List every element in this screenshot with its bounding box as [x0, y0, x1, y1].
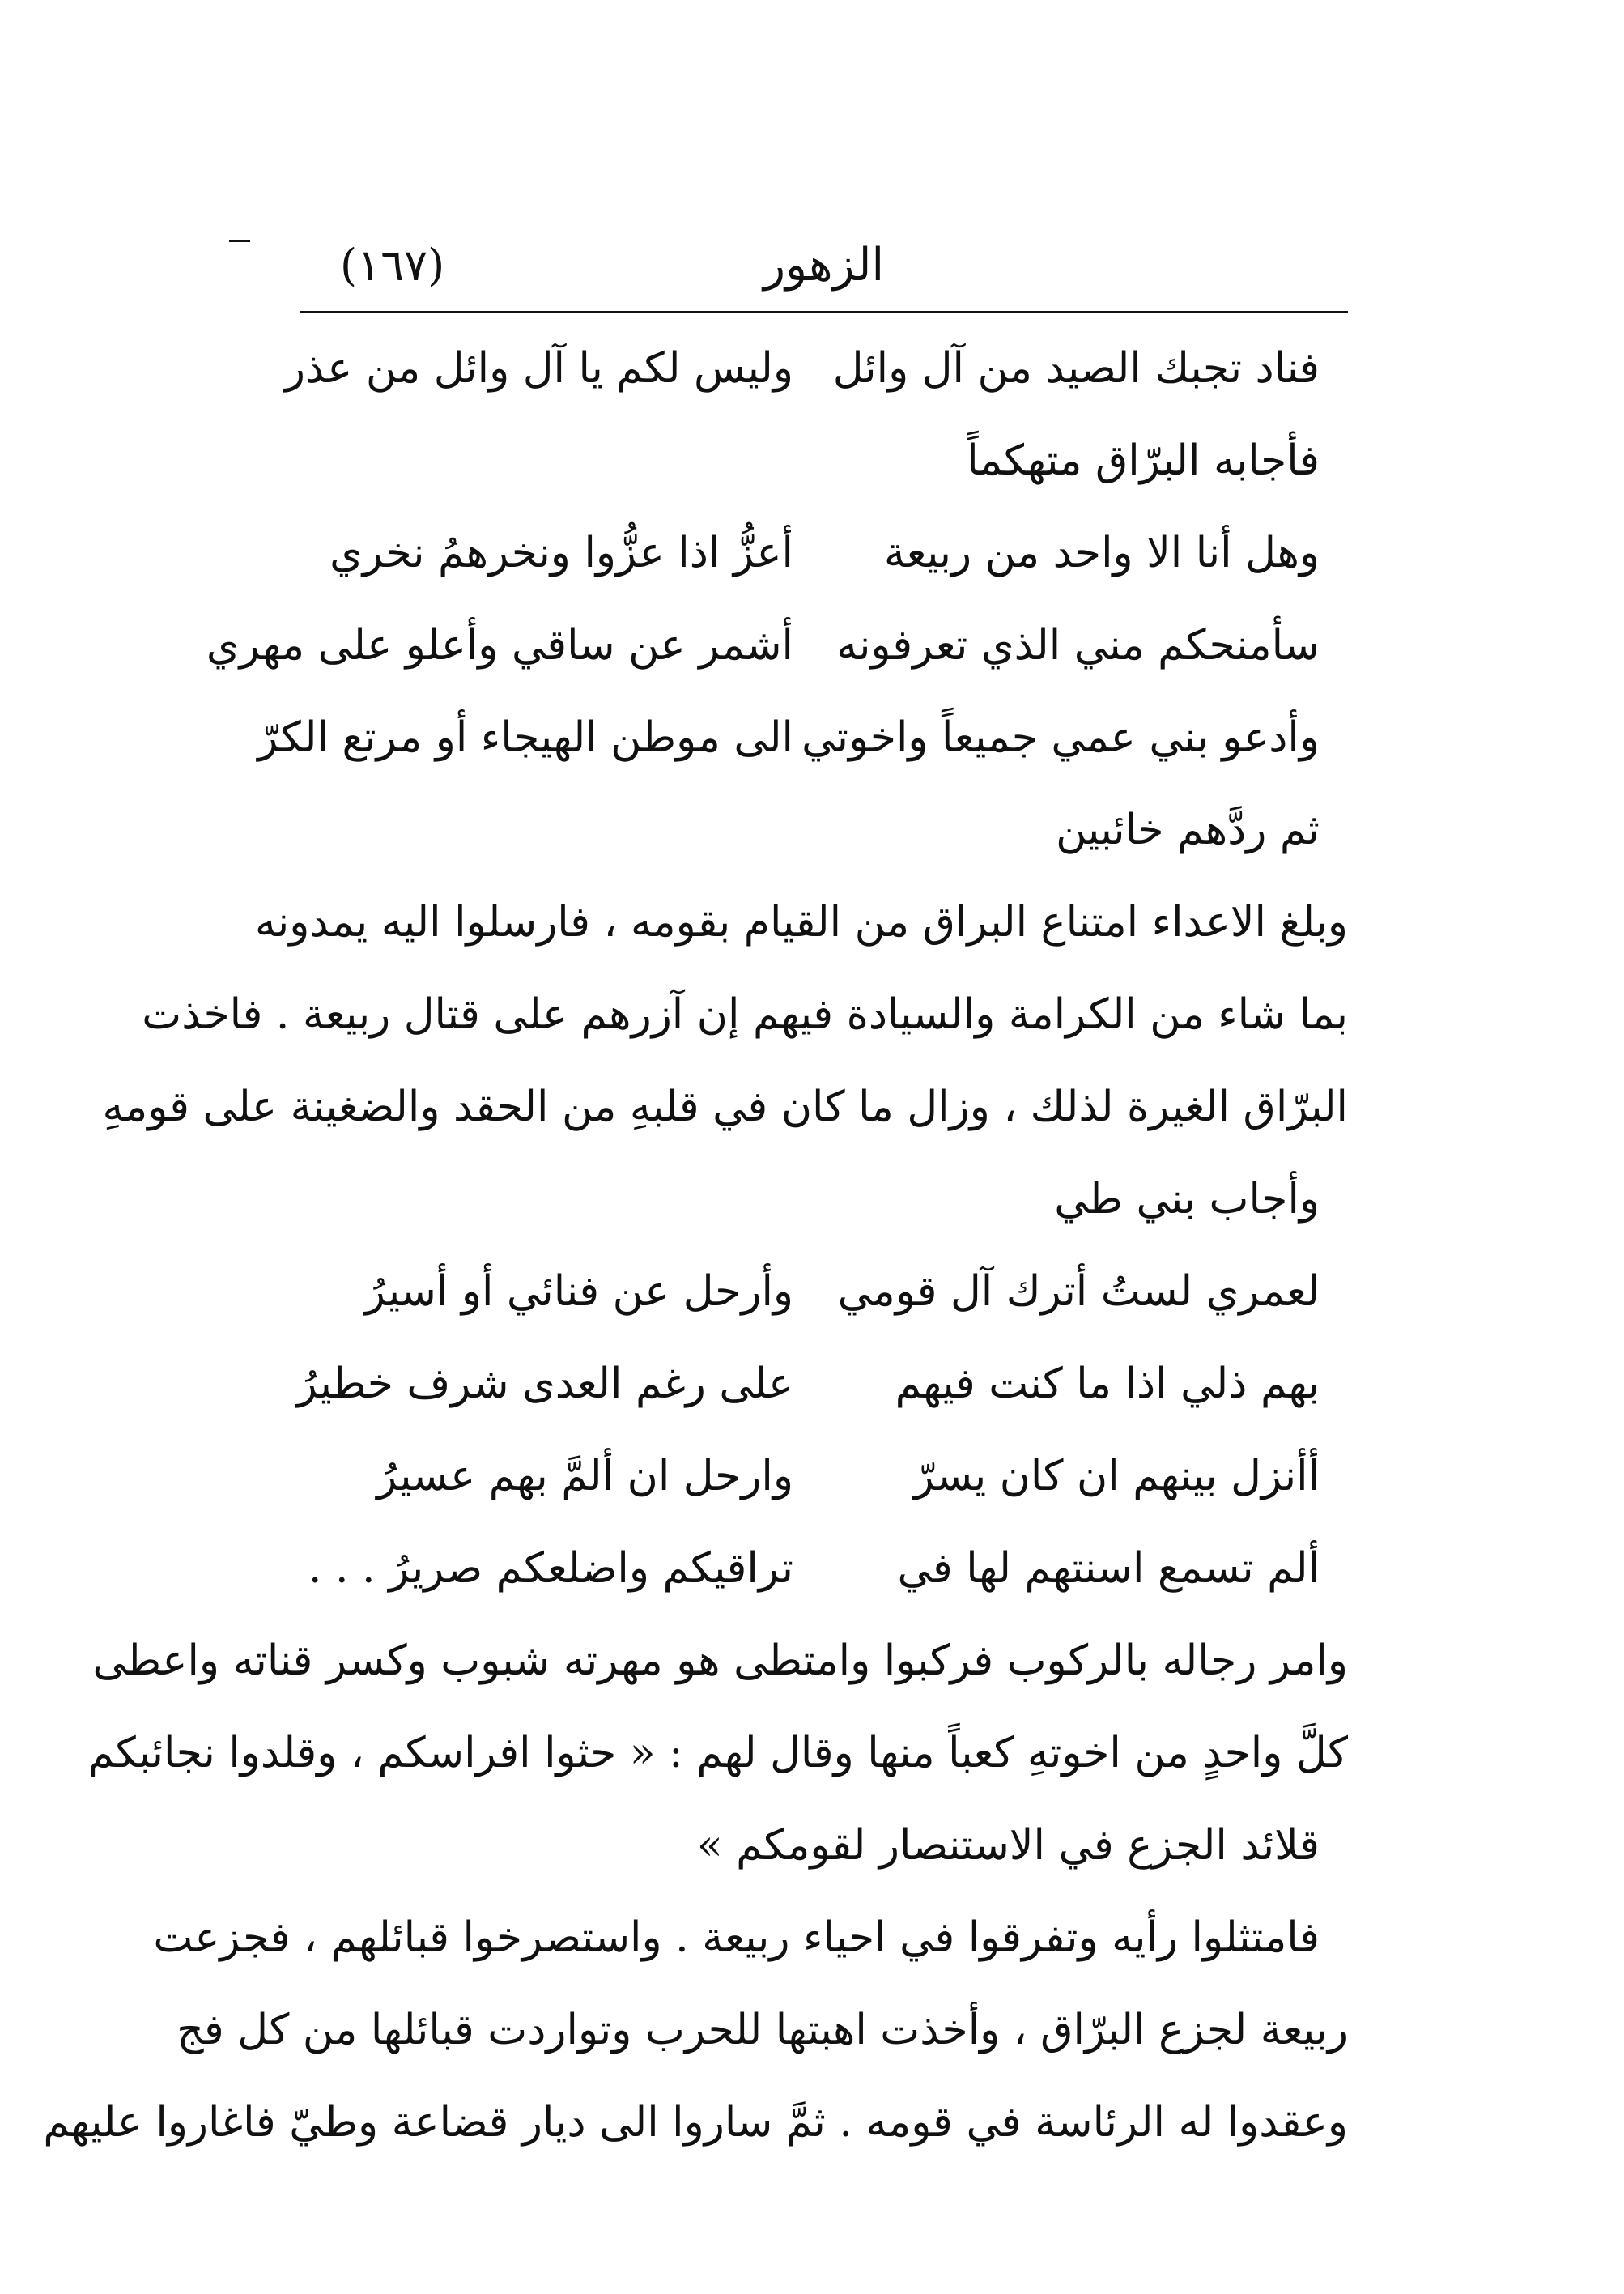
page-title: الزهور — [763, 239, 885, 292]
verse-first-hemistich: ألم تسمع اسنتهم لها في — [897, 1544, 1320, 1593]
prose-line: وبلغ الاعداء امتناع البراق من القيام بقومه ، فارسلوا اليه يمدونه — [254, 898, 1348, 947]
verse-first-hemistich: فناد تجبك الصيد من آل وائل — [832, 344, 1320, 393]
prose-line: ربيعة لجزع البرّاق ، وأخذت اهبتها للحرب وتواردت قبائلها من كل فج — [176, 2006, 1348, 2054]
verse-first-hemistich: بهم ذلي اذا ما كنت فيهم — [895, 1360, 1320, 1408]
verse-second-hemistich: أعزُّ اذا عزُّوا ونخرهمُ نخري — [329, 529, 793, 577]
prose-line: وعقدوا له الرئاسة في قومه . ثمَّ ساروا الى ديار قضاعة وطيّ فاغاروا عليهم — [43, 2098, 1348, 2147]
verse-second-hemistich: أشمر عن ساقي وأعلو على مهري — [206, 621, 793, 670]
verse-second-hemistich: وارحل ان ألمَّ بهم عسيرُ — [376, 1452, 793, 1500]
prose-line: بما شاء من الكرامة والسيادة فيهم إن آزرهم على قتال ربيعة . فاخذت — [142, 990, 1348, 1039]
verse-second-hemistich: الى موطن الهيجاء أو مرتع الكرّ — [257, 713, 793, 762]
prose-line: كلَّ واحدٍ من اخوتهِ كعباً منها وقال لهم : « حثوا افراسكم ، وقلدوا نجائبكم — [87, 1729, 1348, 1777]
corner-mark — [229, 240, 250, 242]
verse-second-hemistich: وأرحل عن فنائي أو أسيرُ — [364, 1267, 793, 1316]
verse-first-hemistich: أأنزل بينهم ان كان يسرّ — [913, 1452, 1320, 1500]
verse-second-hemistich: تراقيكم واضلعكم صريرُ . . . — [308, 1544, 793, 1593]
intro-line: وأجاب بني طي — [1054, 1175, 1320, 1224]
prose-line: وامر رجاله بالركوب فركبوا وامتطى هو مهرته شبوب وكسر قناته واعطى — [92, 1636, 1348, 1685]
page-number: (١٦٧) — [340, 240, 445, 291]
prose-line: فامتثلوا رأيه وتفرقوا في احياء ربيعة . واستصرخوا قبائلهم ، فجزعت — [153, 1913, 1320, 1962]
verse-first-hemistich: سأمنحكم مني الذي تعرفونه — [836, 621, 1320, 670]
verse-second-hemistich: وليس لكم يا آل وائل من عذر — [284, 344, 793, 393]
verse-second-hemistich: على رغم العدى شرف خطيرُ — [296, 1360, 793, 1408]
verse-first-hemistich: وأدعو بني عمي جميعاً واخوتي — [801, 713, 1320, 762]
intro-line: فأجابه البرّاق متهكماً — [967, 436, 1320, 485]
header-rule — [300, 311, 1348, 313]
intro-line: قلائد الجزع في الاستنصار لقومكم » — [696, 1821, 1320, 1870]
intro-line: ثم ردَّهم خائبين — [1056, 806, 1320, 854]
verse-first-hemistich: لعمري لستُ أترك آل قومي — [837, 1267, 1320, 1316]
prose-line: البرّاق الغيرة لذلك ، وزال ما كان في قلبهِ من الحقد والضغينة على قومهِ — [102, 1083, 1348, 1131]
verse-first-hemistich: وهل أنا الا واحد من ربيعة — [883, 529, 1320, 577]
page-header — [300, 225, 1348, 306]
